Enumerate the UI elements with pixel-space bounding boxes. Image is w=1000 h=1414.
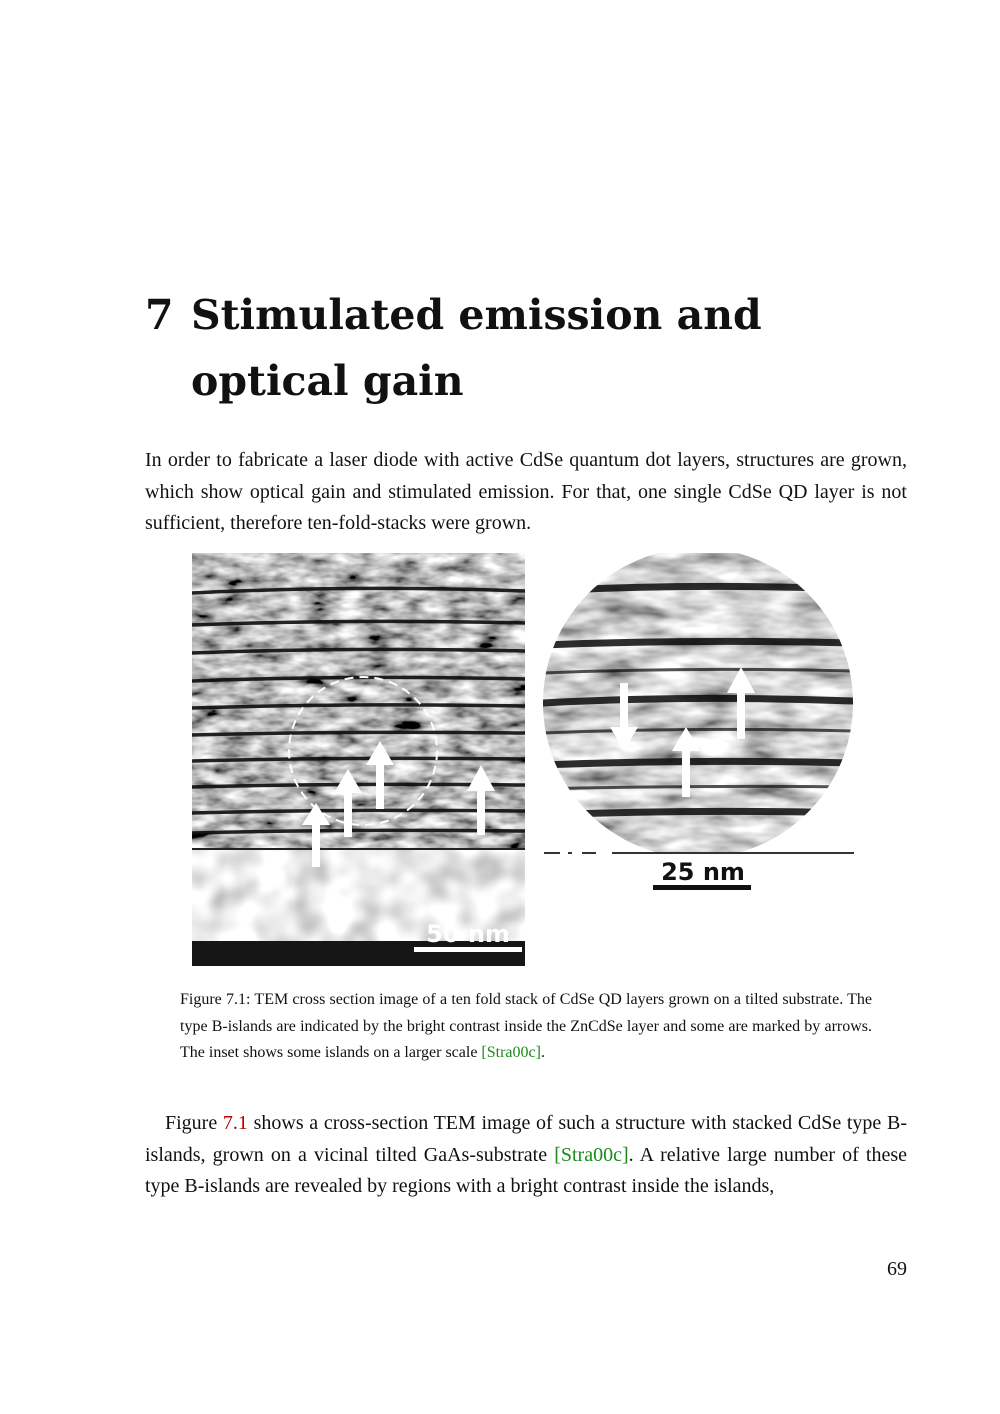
tem-image bbox=[192, 553, 854, 967]
scale-bar-inset-label: 25 nm bbox=[661, 858, 745, 886]
body-paragraph bbox=[145, 1108, 907, 1203]
chapter-heading bbox=[145, 282, 905, 414]
body-text-1: Figure bbox=[165, 1112, 223, 1134]
body-text-2: shows a cross-section TEM image of such a structure with stacked CdSe type B-islands, grown on a vicinal tilted GaAs-substrate bbox=[145, 1112, 907, 1166]
scale-bar-main-label: 50 nm bbox=[426, 920, 510, 948]
caption-label: Figure 7.1: bbox=[180, 991, 251, 1008]
chapter-number: 7 bbox=[145, 291, 174, 339]
page-number: 69 bbox=[887, 1258, 907, 1280]
figure-caption bbox=[180, 987, 872, 1067]
intro-paragraph: In order to fabricate a laser diode with active CdSe quantum dot layers, structures are grown, which show optical gain and stimulated emission. For that, one single CdSe QD layer is not sufficient, therefore ten-fold-stacks were grown. bbox=[145, 449, 907, 534]
citation-link[interactable]: [Stra00c] bbox=[554, 1143, 629, 1166]
body-text-3: . A relative large number of these type B-islands are revealed by regions with a bright contrast inside the islands, bbox=[145, 1143, 907, 1197]
caption-end: . bbox=[540, 1044, 545, 1061]
caption-text: TEM cross section image of a ten fold stack of CdSe QD layers grown on a tilted substrate. The type B-islands are indicated by the bright contrast inside the ZnCdSe layer and some are marked by arrows. The inset shows some islands on a larger scale bbox=[180, 991, 873, 1061]
chapter-title: Stimulated emission and optical gain bbox=[191, 291, 762, 405]
caption-citation-link[interactable]: [Stra00c] bbox=[481, 1044, 541, 1061]
tem-inset-image bbox=[542, 553, 854, 853]
tem-main-image bbox=[192, 553, 525, 966]
figure-7-1 bbox=[192, 553, 854, 967]
figure-ref-link[interactable]: 7.1 bbox=[222, 1112, 248, 1134]
